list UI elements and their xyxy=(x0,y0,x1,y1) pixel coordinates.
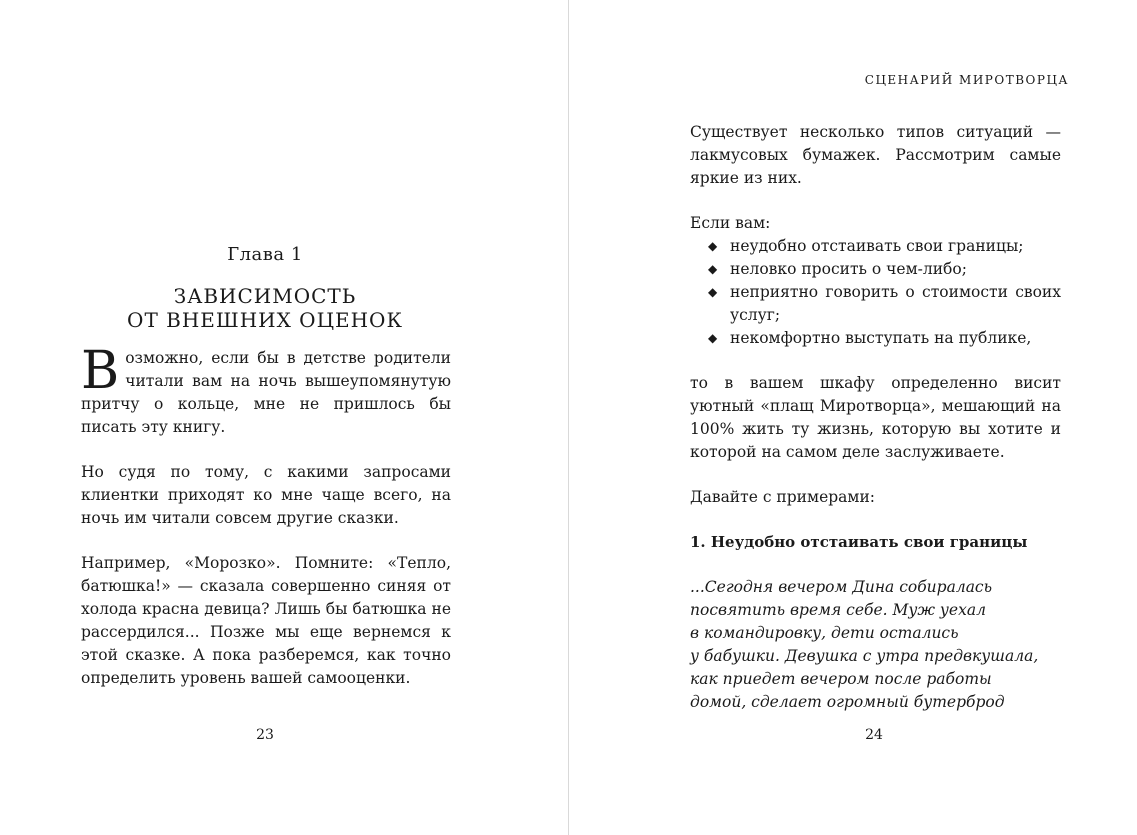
page-number-left: 23 xyxy=(256,727,274,743)
situations-list xyxy=(690,235,1061,350)
list-item xyxy=(690,327,1061,350)
chapter-title-line1: ЗАВИСИМОСТЬ xyxy=(173,284,357,308)
page-number-right: 24 xyxy=(865,727,883,743)
example-line: в командировку, дети остались xyxy=(690,624,959,642)
example-passage xyxy=(690,576,1061,714)
diamond-bullet-icon: ◆ xyxy=(708,285,718,299)
intro-paragraph: Существует несколько типов ситуаций — лакмусовых бумажек. Рассмотрим самые яркие из них. xyxy=(690,123,1061,187)
paragraph-1 xyxy=(81,341,451,439)
running-head: СЦЕНАРИЙ МИРОТВОРЦА xyxy=(864,73,1069,87)
diamond-bullet-icon: ◆ xyxy=(708,239,718,253)
list-item-text: неловко просить о чем-либо; xyxy=(730,260,967,278)
list-item xyxy=(690,258,1061,281)
example-line: у бабушки. Девушка с утра предвкушала, xyxy=(690,647,1039,665)
list-item-text: некомфортно выступать на публике, xyxy=(730,329,1032,347)
drop-cap: В xyxy=(81,341,120,401)
list-item-text: неприятно говорить о стоимости своих услуг; xyxy=(730,283,1061,324)
example-line: ...Сегодня вечером Дина собиралась xyxy=(690,578,993,596)
right-body xyxy=(690,121,1061,714)
paragraph-3: Например, «Морозко». Помните: «Тепло, батюшка!» — сказала совершенно синяя от холода красна девица? Лишь бы батюшка не рассердился... Позже мы еще вернемся к этой сказке. А пока разберемся, как точно определить уровень вашей самооценки. xyxy=(81,554,451,687)
chapter-title xyxy=(0,284,530,332)
paragraph-1-text: озможно, если бы в детстве родители читали вам на ночь вышеупомянутую притчу о кольце, мне не пришлось бы писать эту книгу. xyxy=(81,349,451,436)
diamond-bullet-icon: ◆ xyxy=(708,262,718,276)
example-line: как приедет вечером после работы xyxy=(690,670,992,688)
section-subheading: 1. Неудобно отстаивать свои границы xyxy=(690,533,1028,551)
conclusion-paragraph: то в вашем шкафу определенно висит уютный «плащ Миротворца», мешающий на 100% жить ту жизнь, которую вы хотите и которой на самом деле заслуживаете. xyxy=(690,374,1061,461)
left-body xyxy=(81,341,451,712)
chapter-label: Глава 1 xyxy=(227,244,303,265)
example-line: домой, сделает огромный бутерброд xyxy=(690,693,1005,711)
list-item xyxy=(690,235,1061,258)
list-item-text: неудобно отстаивать свои границы; xyxy=(730,237,1024,255)
chapter-title-line2: ОТ ВНЕШНИХ ОЦЕНОК xyxy=(127,308,403,332)
diamond-bullet-icon: ◆ xyxy=(708,331,718,345)
examples-intro: Давайте с примерами: xyxy=(690,488,876,506)
right-page xyxy=(569,0,1137,835)
example-line: посвятить время себе. Муж уехал xyxy=(690,601,986,619)
paragraph-2: Но судя по тому, с какими запросами клиентки приходят ко мне чаще всего, на ночь им читали совсем другие сказки. xyxy=(81,463,451,527)
list-item xyxy=(690,281,1061,327)
list-intro: Если вам: xyxy=(690,214,771,232)
